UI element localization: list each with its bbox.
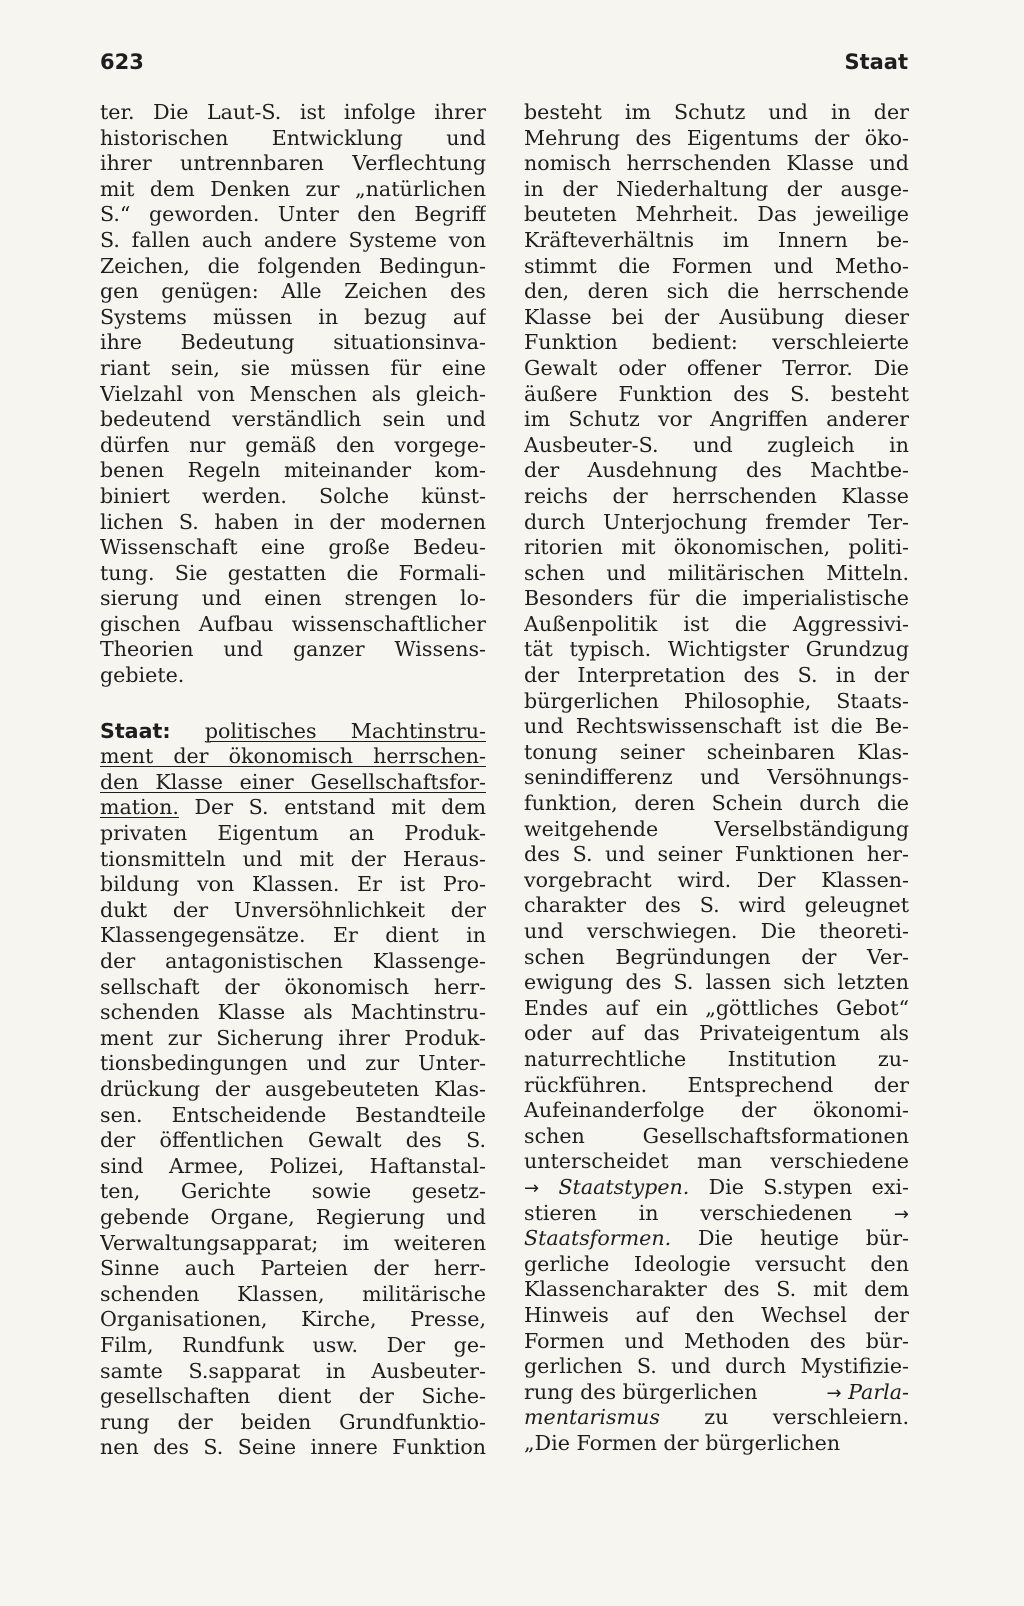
text-line: Endes auf ein „göttliches Gebot“ [524,995,909,1020]
text-line: reichs der herrschenden Klasse [524,483,909,508]
text-line: sind Armee, Polizei, Haftanstal- [100,1153,486,1178]
text-line: rung der beiden Grundfunktio- [100,1409,486,1434]
text-line: bedeutend verständlich sein und [100,407,486,432]
text-line: gebende Organe, Regierung und [100,1204,486,1229]
text-line: riant sein, sie müssen für eine [100,355,486,380]
right-column [524,100,909,1456]
text-line: äußere Funktion des S. besteht [524,381,909,406]
text-line: tionsmitteln und mit der Heraus- [100,846,486,871]
text-line: in der Niederhaltung der ausge- [524,176,909,201]
text-line: charakter des S. wird geleugnet [524,893,909,918]
text-line: vorgebracht wird. Der Klassen- [524,867,909,892]
text-line: Vielzahl von Menschen als gleich- [100,381,486,406]
cross-reference-parlamentarismus[interactable]: Parla- [848,1379,909,1404]
text-line: schen Gesellschaftsformationen [524,1123,909,1148]
text-line: nomisch herrschenden Klasse und [524,151,909,176]
text-line: Sinne auch Parteien der herr- [100,1256,486,1281]
text-line: schen Begründungen der Ver- [524,944,909,969]
definition-text: mation. [100,795,179,820]
text-line: weitgehende Verselbständigung [524,816,909,841]
text-span: stieren in verschiedenen [524,1200,853,1225]
text-line: Kräfteverhältnis im Innern be- [524,227,909,252]
text-line: und Rechtswissenschaft ist die Be- [524,714,909,739]
entry-line [100,770,486,796]
text-line: der Ausdehnung des Machtbe- [524,458,909,483]
entry-staat [100,719,486,1461]
text-line: „Die Formen der bürgerlichen [524,1430,841,1455]
text-line: dürfen nur gemäß den vorgege- [100,432,486,457]
text-span: zu verschleiern. [659,1405,909,1430]
text-line: privaten Eigentum an Produk- [100,821,486,846]
text-line: der antagonistischen Klassenge- [100,949,486,973]
page-number: 623 [100,50,144,74]
text-line: schenden Klassen, militärische [100,1281,486,1306]
text-line: bürgerlichen Philosophie, Staats- [524,688,909,713]
text-line: den, deren sich die herrschende [524,279,909,304]
text-line: Verwaltungsapparat; im weiteren [100,1230,486,1255]
paragraph-staat-continued [524,100,909,1175]
text-line: Ausbeuter-S. und zugleich in [524,432,909,457]
text-line: unterscheidet man verschiedene [524,1149,909,1174]
text-line: bildung von Klassen. Er ist Pro- [100,872,486,897]
text-line: ihrer untrennbaren Verflechtung [100,151,486,176]
paragraph-laut-s [100,100,486,689]
definition-text: ment der ökonomisch herrschen- [100,744,486,769]
text-line: Zeichen, die folgenden Bedingun- [100,253,486,278]
text-line: senindifferenz und Versöhnungs- [524,765,909,790]
arrow-icon: → [524,1177,540,1199]
text-line: besteht im Schutz und in der [524,100,909,124]
text-line: Formen und Methoden des bür- [524,1328,909,1353]
text-line: Mehrung des Eigentums der öko- [524,125,909,150]
text-line: rückführen. Entsprechend der [524,1072,909,1097]
text-line: durch Unterjochung fremder Ter- [524,509,909,534]
entry-line [100,744,486,770]
text-line: und verschwiegen. Die theoreti- [524,919,909,943]
arrow-icon: → [893,1203,909,1225]
text-line: gebiete. [100,663,185,688]
paragraph-staat-body [100,821,486,1461]
text-line: drückung der ausgebeuteten Klas- [100,1076,486,1101]
text-line: beuteten Mehrheit. Das jeweilige [524,202,909,227]
text-line: historischen Entwicklung und [100,125,486,150]
text-line: gerlichen S. und durch Mystifizie- [524,1354,909,1379]
text-line: Gewalt oder offener Terror. Die [524,355,909,380]
text-line: S.“ geworden. Unter den Begriff [100,202,486,227]
text-line: Klasse bei der Ausübung dieser [524,304,909,329]
cross-reference-staatsformen[interactable]: Staatsformen. [524,1226,672,1251]
text-line: rung des bürgerlichen [524,1379,758,1404]
text-line: naturrechtliche Institution zu- [524,1046,909,1071]
text-line: tonung seiner scheinbaren Klas- [524,739,909,764]
text-line: Aufeinanderfolge der ökonomi- [524,1098,909,1123]
text-line: tät typisch. Wichtigster Grundzug [524,637,909,662]
text-line: oder auf das Privateigentum als [524,1021,909,1046]
text-line: funktion, deren Schein durch die [524,791,909,816]
text-line: Hinweis auf den Wechsel der [524,1302,909,1327]
entry-line [100,719,486,745]
text-line: dukt der Unversöhnlichkeit der [100,897,486,922]
running-head: Staat [844,50,908,74]
text-line: gesellschaften dient der Siche- [100,1384,486,1409]
text-line: Organisationen, Kirche, Presse, [100,1307,486,1332]
text-line: Besonders für die imperialistische [524,586,909,611]
text-line: samte S.sapparat in Ausbeuter- [100,1358,486,1383]
text-line: stimmt die Formen und Metho- [524,253,909,278]
text-line: der Interpretation des S. in der [524,663,909,688]
text-line: des S. und seiner Funktionen her- [524,842,909,867]
text-line: tung. Sie gestatten die Formali- [100,560,486,585]
text-line: gerliche Ideologie versucht den [524,1251,909,1276]
text-line: sierung und einen strengen lo- [100,586,486,611]
text-span: Die S.stypen exi- [689,1174,909,1199]
text-line: Klassengegensätze. Er dient in [100,923,486,948]
text-line: ten, Gerichte sowie gesetz- [100,1179,486,1204]
entry-line [100,795,486,821]
text-line: im Schutz vor Angriffen anderer [524,407,909,432]
text-line: ihre Bedeutung situationsinva- [100,330,486,355]
left-column [100,100,486,1461]
text-span: Die heutige bür- [671,1226,909,1251]
definition-text: politisches Machtinstru- [204,718,486,743]
text-line: Systems müssen in bezug auf [100,304,486,329]
text-line [524,1201,909,1227]
text-line: Theorien und ganzer Wissens- [100,637,486,662]
text-line: gischen Aufbau wissenschaftlicher [100,611,486,636]
text-line: Klassencharakter des S. mit dem [524,1277,909,1302]
cross-reference-staatstypen[interactable]: Staatstypen. [558,1174,690,1199]
text-line: benen Regeln miteinander kom- [100,458,486,483]
text-line: nen des S. Seine innere Funktion [100,1435,486,1460]
text-line: Film, Rundfunk usw. Der ge- [100,1332,486,1357]
text-line: sellschaft der ökonomisch herr- [100,974,486,999]
text-line [524,1175,909,1201]
text-line: schen und militärischen Mitteln. [524,560,909,585]
arrow-icon: → [826,1382,842,1404]
text-line: schenden Klasse als Machtinstru- [100,1000,486,1025]
cross-reference-parlamentarismus-cont[interactable]: mentarismus [524,1405,660,1430]
entry-headword: Staat: [100,718,171,743]
text-line: ment zur Sicherung ihrer Produk- [100,1025,486,1050]
entry-text: Der S. entstand mit dem [178,795,486,820]
text-line [524,1405,909,1431]
text-line: mit dem Denken zur „natürlichen [100,176,486,201]
text-line: gen genügen: Alle Zeichen des [100,279,486,304]
text-line: ter. Die Laut-S. ist infolge ihrer [100,100,486,124]
text-line: ewigung des S. lassen sich letzten [524,970,909,995]
text-line: ritorien mit ökonomischen, politi- [524,535,909,560]
text-line: Außenpolitik ist die Aggressivi- [524,611,909,636]
text-line: Wissenschaft eine große Bedeu- [100,535,486,560]
text-line: sen. Entscheidende Bestandteile [100,1102,486,1127]
text-line: lichen S. haben in der modernen [100,509,486,534]
text-line: Funktion bedient: verschleierte [524,330,909,355]
page-header [100,50,908,84]
text-line: tionsbedingungen und zur Unter- [100,1051,486,1076]
text-line: S. fallen auch andere Systeme von [100,227,486,252]
text-line [524,1226,909,1252]
text-line: der öffentlichen Gewalt des S. [100,1128,486,1153]
text-line: biniert werden. Solche künst- [100,483,486,508]
definition-text: den Klasse einer Gesellschaftsfor- [100,769,486,794]
